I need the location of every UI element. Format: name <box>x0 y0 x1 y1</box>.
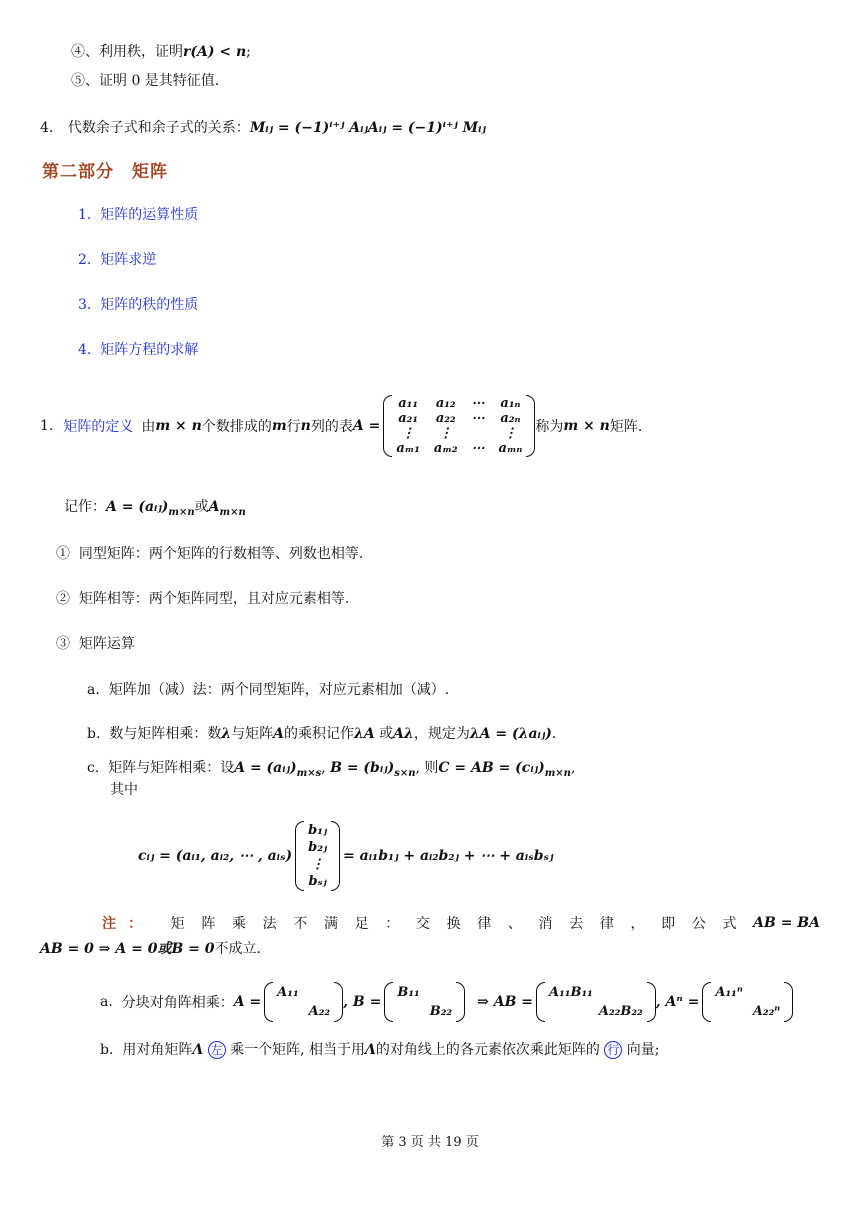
text: , <box>570 760 576 776</box>
toc-number: 2. <box>78 252 92 268</box>
note-char: 不 <box>293 916 308 932</box>
text: 的对角线上的各元素依次乘此矩阵的 <box>375 1042 600 1058</box>
text: 矩阵. <box>609 419 643 435</box>
formula: = aᵢ₁b₁ⱼ + aᵢ₂b₂ⱼ + ⋯ + aᵢₛbₛⱼ <box>343 848 554 864</box>
item-text: ; <box>246 44 251 60</box>
note-char: 乘 <box>231 916 246 932</box>
item-mark: b. <box>100 1042 114 1058</box>
matrix-cell: ⋮ <box>439 426 453 441</box>
matrix-cell: aₘ₂ <box>433 441 458 456</box>
toc-item[interactable] <box>78 294 198 314</box>
formula-subscript: m×n <box>168 506 195 518</box>
definition-term: 矩阵的定义 <box>63 419 134 435</box>
matrix-cell: B₂₂ <box>429 1004 453 1019</box>
matrix <box>383 395 535 457</box>
formula: Λ <box>192 1042 204 1058</box>
block-matrix <box>384 982 465 1022</box>
matrix-cell: A₁₁ <box>277 985 299 1000</box>
formula-subscript: m×n <box>544 767 571 779</box>
diagonal-multiply-item <box>100 1039 660 1059</box>
toc-item[interactable] <box>78 249 156 269</box>
matrix-cell: A₂₂B₂₂ <box>598 1004 643 1019</box>
item-mark: ① <box>56 546 70 562</box>
list-item <box>56 588 349 608</box>
item-number: 1. <box>40 418 54 434</box>
note-char: 式 <box>722 916 737 932</box>
formula: cᵢⱼ = (aᵢ₁, aᵢ₂, ⋯ , aᵢₛ) <box>138 848 293 864</box>
formula: B = (bᵢⱼ) <box>330 760 395 776</box>
toc-item[interactable] <box>78 204 198 224</box>
text: 分块对角阵相乘： <box>121 995 234 1011</box>
vector-cell: ⋮ <box>311 857 325 872</box>
text: 矩阵与矩阵相乘：设 <box>108 760 235 776</box>
note-char: 律 <box>477 916 492 932</box>
formula: Λ <box>365 1042 376 1058</box>
list-item <box>56 633 135 653</box>
item-mark: b. <box>87 726 101 742</box>
formula-subscript: m×n <box>219 506 246 518</box>
list-item <box>87 679 449 699</box>
note-char: 交 <box>415 916 430 932</box>
note-char: 去 <box>569 916 584 932</box>
vector-cell: bₛⱼ <box>308 874 327 889</box>
toc-label: 矩阵求逆 <box>100 252 157 268</box>
note-char: 律 <box>599 916 614 932</box>
item-text: 代数余子式和余子式的关系： <box>67 120 250 136</box>
text: 用对角矩阵 <box>122 1042 193 1058</box>
item-text: 同型矩阵：两个矩阵的行数相等、列数也相等. <box>78 546 364 562</box>
text: 向量; <box>626 1042 660 1058</box>
list-item <box>87 723 556 743</box>
matrix-cell: ⋯ <box>471 396 485 411</box>
item-mark: ③ <box>56 636 70 652</box>
toc-label: 矩阵方程的求解 <box>100 342 199 358</box>
formula: A = <box>233 994 262 1010</box>
cij-formula <box>138 818 553 894</box>
formula: λ <box>221 726 232 742</box>
text: 不成立. <box>214 941 261 957</box>
matrix-cell: a₂₂ <box>435 411 456 426</box>
note-char: 法 <box>262 916 277 932</box>
matrix-cell: a₂ₙ <box>500 411 521 426</box>
text: 与矩阵 <box>231 726 274 742</box>
block-diagonal-item <box>100 980 793 1024</box>
item-text: 矩阵相等：两个矩阵同型，且对应元素相等. <box>78 591 350 607</box>
toc-label: 矩阵的秩的性质 <box>100 297 199 313</box>
formula: r(A) < n <box>183 44 247 60</box>
matrix-cell: A₁₁B₁₁ <box>549 985 593 1000</box>
list-item <box>71 41 251 61</box>
matrix-cell: a₁₁ <box>398 396 419 411</box>
formula-subscript: s×n <box>394 767 416 779</box>
formula-subscript: m×s <box>296 767 322 779</box>
formula: A = <box>352 418 381 434</box>
text: 个数排成的 <box>201 419 272 435</box>
text: 其中 <box>110 782 138 798</box>
text: 或 <box>374 726 394 742</box>
circled-char: 左 <box>208 1041 226 1059</box>
matrix-cell: a₂₁ <box>398 411 419 426</box>
formula: AB = BA <box>753 915 820 931</box>
section-title: 第二部分 矩阵 <box>42 162 168 182</box>
notation <box>64 496 246 518</box>
text: 列的表 <box>310 419 353 435</box>
matrix-cell: aₘ₁ <box>396 441 420 456</box>
formula: ⇒ AB = <box>477 994 534 1010</box>
formula: A = (aᵢⱼ) <box>234 760 297 776</box>
item-text: 矩阵运算 <box>78 636 135 652</box>
circled-char: 行 <box>604 1041 622 1059</box>
note-line2 <box>40 938 261 958</box>
note-char: 即 <box>661 916 676 932</box>
formula: , B = <box>343 994 382 1010</box>
block-matrix <box>264 982 343 1022</box>
text: . <box>551 726 557 742</box>
note-char: 阵 <box>201 916 216 932</box>
matrix-definition <box>40 390 642 462</box>
item-number: 4. <box>40 120 54 136</box>
matrix-cell: A₁₁ⁿ <box>715 985 743 1000</box>
note-char: 足 <box>354 916 369 932</box>
matrix-cell: a₁₂ <box>435 396 456 411</box>
item-mark: c. <box>87 760 100 776</box>
matrix-cell: ⋯ <box>471 411 485 426</box>
formula: m <box>271 418 287 434</box>
item-mark: ② <box>56 591 70 607</box>
item-text: ④、利用秩，证明 <box>71 44 183 60</box>
formula: m × n <box>155 418 202 434</box>
toc-number: 1. <box>78 207 92 223</box>
formula: Aλ <box>393 726 414 742</box>
text: 的乘积记作 <box>284 726 355 742</box>
text: 数与矩阵相乘：数 <box>109 726 222 742</box>
text: 称为 <box>535 419 564 435</box>
matrix-cell: aₘₙ <box>498 441 523 456</box>
formula: AB = 0 ⇒ A = 0或B = 0 <box>40 941 215 957</box>
matrix-cell: a₁ₙ <box>500 396 521 411</box>
column-vector <box>295 821 340 891</box>
text: , <box>321 760 326 776</box>
toc-item[interactable] <box>78 339 198 359</box>
note-char: ： <box>385 916 400 932</box>
item-mark: a. <box>100 994 113 1010</box>
note-char: 公 <box>691 916 706 932</box>
formula: A = (aᵢⱼ) <box>106 499 169 515</box>
note-char: ， <box>630 916 645 932</box>
formula: A <box>208 499 220 515</box>
item-mark: a. <box>87 682 100 698</box>
block-matrix <box>702 982 793 1022</box>
toc-number: 3. <box>78 297 92 313</box>
page-footer: 第 3 页 共 19 页 <box>381 1135 479 1150</box>
formula: C = AB = (cᵢⱼ) <box>438 760 545 776</box>
cofactor-relation <box>40 117 486 137</box>
note-char: 矩 <box>170 916 185 932</box>
formula: m × n <box>563 418 610 434</box>
matrix-cell: ⋯ <box>471 441 485 456</box>
text: 行 <box>286 419 301 435</box>
matrix-cell: ⋮ <box>503 426 517 441</box>
text: , 则 <box>415 760 439 776</box>
toc-number: 4. <box>78 342 92 358</box>
matrix-cell: B₁₁ <box>397 985 420 1000</box>
text: 或 <box>194 499 209 515</box>
formula: λA <box>354 726 375 742</box>
matrix-cell <box>472 426 485 441</box>
list-item <box>87 757 575 779</box>
formula: , Aⁿ = <box>655 994 700 1010</box>
block-matrix <box>536 982 656 1022</box>
item-text: 矩阵加（减）法：两个同型矩阵，对应元素相加（减）. <box>108 682 450 698</box>
list-item: ⑤、证明 0 是其特征值. <box>71 73 220 89</box>
formula: λA = (λaᵢⱼ) <box>469 726 552 742</box>
note-label: 注： <box>102 916 154 932</box>
text: 记作： <box>64 499 106 515</box>
matrix-cell: A₂₂ <box>308 1004 331 1019</box>
matrix-cell: A₂₂ⁿ <box>752 1004 781 1019</box>
note-char: 、 <box>507 916 522 932</box>
vector-cell: b₁ⱼ <box>308 823 328 838</box>
formula: A <box>273 726 285 742</box>
formula: Mᵢⱼ = (−1)ⁱ⁺ʲ AᵢⱼAᵢⱼ = (−1)ⁱ⁺ʲ Mᵢⱼ <box>249 120 486 136</box>
note <box>40 913 820 933</box>
note-char: 满 <box>323 916 338 932</box>
matrix-cell: ⋮ <box>401 426 415 441</box>
text: 由 <box>141 419 156 435</box>
list-item <box>56 543 363 563</box>
text: 乘一个矩阵, 相当于用 <box>230 1042 366 1058</box>
formula: n <box>300 418 311 434</box>
note-char: 换 <box>446 916 461 932</box>
text: ，规定为 <box>413 726 470 742</box>
toc-label: 矩阵的运算性质 <box>100 207 199 223</box>
note-char: 消 <box>538 916 553 932</box>
vector-cell: b₂ⱼ <box>308 840 328 855</box>
